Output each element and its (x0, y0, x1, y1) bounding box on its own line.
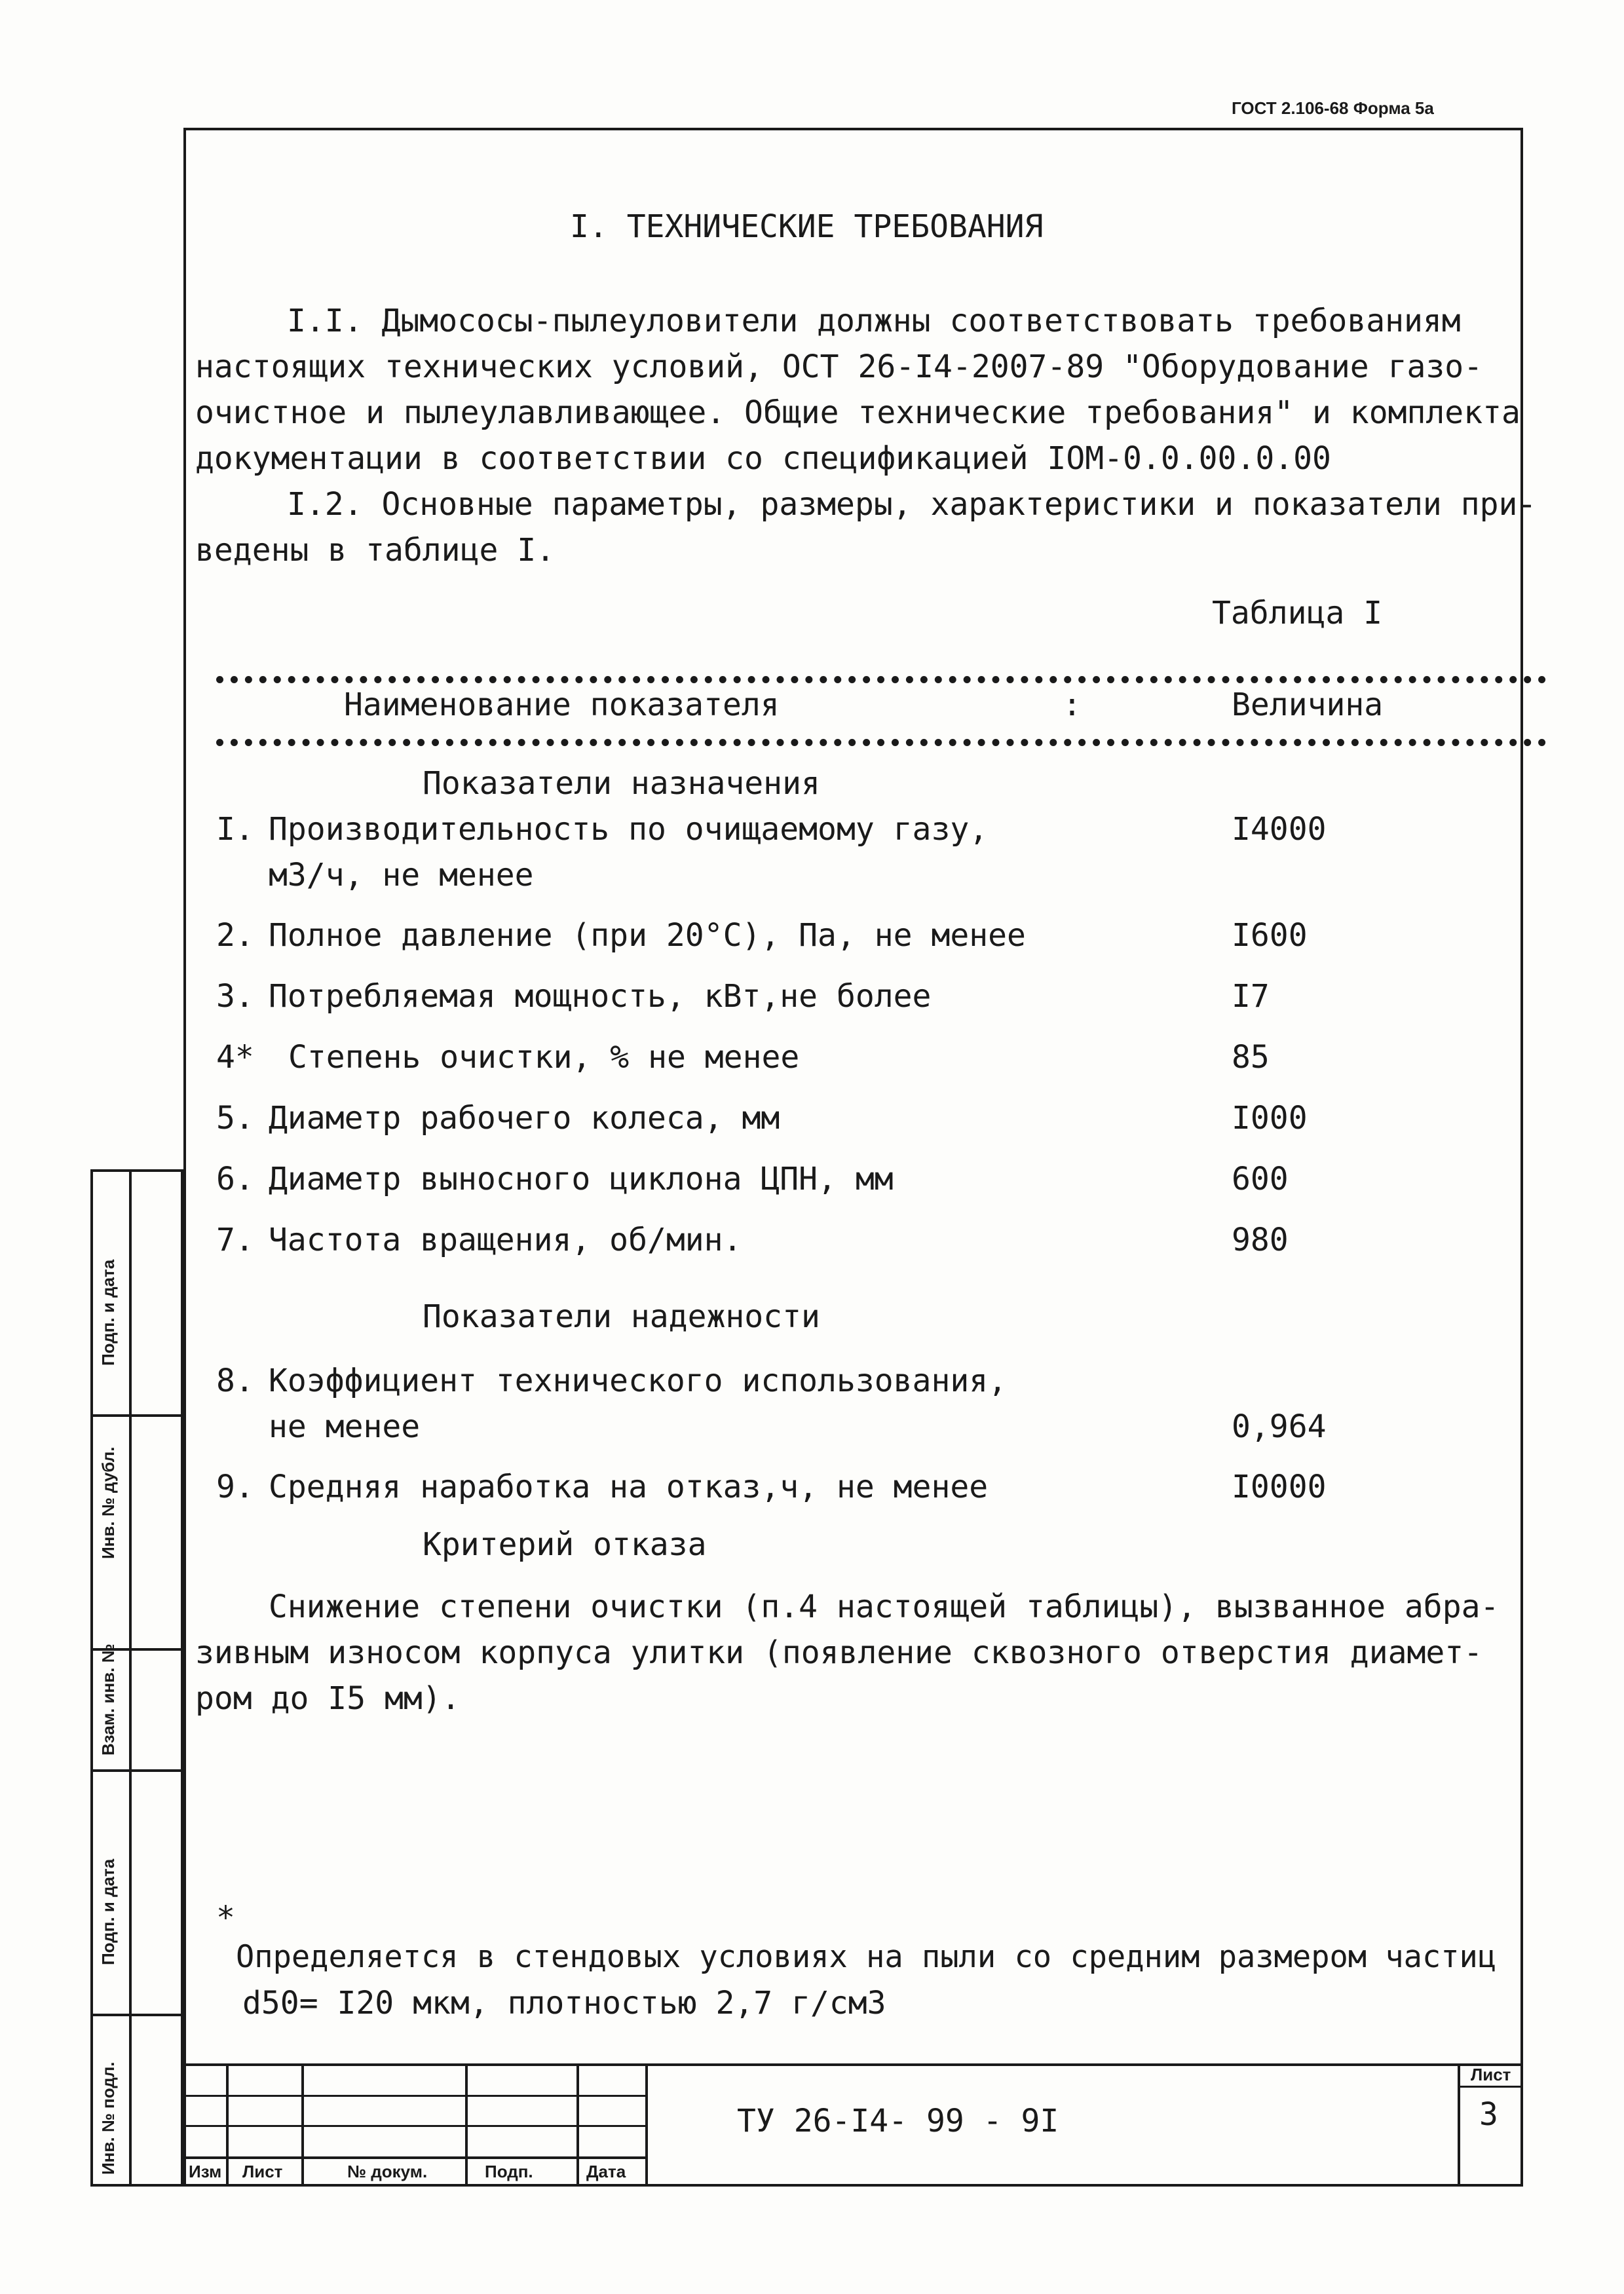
side-label-sign-date-1: Подп. и дата (98, 1259, 118, 1366)
row-4-num: 4* (216, 1039, 254, 1076)
page-frame (183, 128, 1523, 2187)
row-7-num: 7. (216, 1222, 254, 1258)
form-header: ГОСТ 2.106-68 Форма 5а (1232, 98, 1434, 118)
document-number: ТУ 26-I4- 99 - 9I (737, 2103, 1059, 2139)
failure-line-2: зивным износом корпуса улитки (появление сквозного отверстия диамет- (195, 1634, 1483, 1671)
sheet-number: 3 (1479, 2096, 1498, 2133)
row-6-text: Диаметр выносного циклона ЦПН, мм (269, 1161, 894, 1197)
section-title: I. ТЕХНИЧЕСКИЕ ТРЕБОВАНИЯ (570, 208, 1044, 245)
row-8-num: 8. (216, 1363, 254, 1399)
row-6-num: 6. (216, 1161, 254, 1197)
row-2-text: Полное давление (при 20°С), Па, не менее (269, 917, 1026, 954)
group-heading-purpose: Показатели назначения (423, 765, 820, 802)
table-top-rule (216, 676, 1546, 683)
header-colon: : (1063, 686, 1082, 723)
tb-col-sign: Подп. (485, 2162, 533, 2181)
row-5-text: Диаметр рабочего колеса, мм (269, 1100, 780, 1137)
footnote-line-1: Определяется в стендовых условиях на пыли со средним размером частиц (236, 1939, 1497, 1975)
header-name: Наименование показателя (344, 686, 780, 723)
header-value: Величина (1232, 686, 1384, 723)
footnote-mark: * (216, 1900, 235, 1936)
tb-col-date: Дата (586, 2162, 626, 2181)
paragraph-line-5: I.2. Основные параметры, размеры, характеристики и показатели при- (287, 486, 1537, 523)
row-8-value: 0,964 (1232, 1408, 1327, 1445)
row-2-value: I600 (1232, 917, 1308, 954)
row-7-value: 980 (1232, 1222, 1289, 1258)
row-5-num: 5. (216, 1100, 254, 1137)
row-8-text: Коэффициент технического использования, (269, 1363, 1008, 1399)
row-1-text: Производительность по очищаемому газу, (269, 811, 989, 848)
row-4-value: 85 (1232, 1039, 1270, 1076)
paragraph-line-6: ведены в таблице I. (195, 532, 556, 569)
failure-line-1: Снижение степени очистки (п.4 настоящей таблицы), вызванное абра- (269, 1589, 1500, 1625)
row-9-value: I0000 (1232, 1469, 1327, 1505)
row-2-num: 2. (216, 917, 254, 954)
row-4-text: Степень очистки, % не менее (288, 1039, 800, 1076)
row-6-value: 600 (1232, 1161, 1289, 1197)
table-caption: Таблица I (1212, 595, 1383, 631)
footnote-line-2: d50= I20 мкм, плотностью 2,7 г/см3 (242, 1985, 886, 2021)
row-1-text-cont: м3/ч, не менее (269, 857, 534, 893)
row-1-value: I4000 (1232, 811, 1327, 848)
row-3-value: I7 (1232, 978, 1270, 1015)
tb-col-doc-no: № докум. (347, 2162, 428, 2181)
paragraph-line-4: документации в соответствии со спецификацией IOM-0.0.00.0.00 (195, 440, 1331, 477)
row-9-num: 9. (216, 1469, 254, 1505)
paragraph-line-2: настоящих технических условий, ОСТ 26-I4-2007-89 "Оборудование газо- (195, 348, 1483, 385)
paragraph-line-1: I.I. Дымососы-пылеуловители должны соответствовать требованиям (287, 303, 1461, 339)
tb-col-sheet: Лист (242, 2162, 283, 2181)
side-label-replace-inv: Взам. инв. № (98, 1644, 118, 1756)
failure-line-3: ром до I5 мм). (195, 1680, 461, 1717)
group-heading-reliability: Показатели надежности (423, 1298, 820, 1335)
sheet-label: Лист (1471, 2065, 1511, 2084)
table-header-rule (216, 739, 1546, 746)
paragraph-line-3: очистное и пылеулавливающее. Общие технические требования" и комплекта (195, 394, 1520, 431)
row-3-num: 3. (216, 978, 254, 1015)
row-5-value: I000 (1232, 1100, 1308, 1137)
row-8-text-cont: не менее (269, 1408, 421, 1445)
row-9-text: Средняя наработка на отказ,ч, не менее (269, 1469, 989, 1505)
side-label-dup-inv: Инв. № дубл. (98, 1446, 118, 1559)
tb-col-change: Изм (189, 2162, 222, 2181)
side-label-orig-inv: Инв. № подл. (98, 2061, 118, 2175)
group-heading-failure: Критерий отказа (423, 1526, 707, 1563)
side-label-sign-date-2: Подп. и дата (98, 1858, 118, 1965)
row-3-text: Потребляемая мощность, кВт,не более (269, 978, 932, 1015)
row-7-text: Частота вращения, об/мин. (269, 1222, 742, 1258)
row-1-num: I. (216, 811, 254, 848)
